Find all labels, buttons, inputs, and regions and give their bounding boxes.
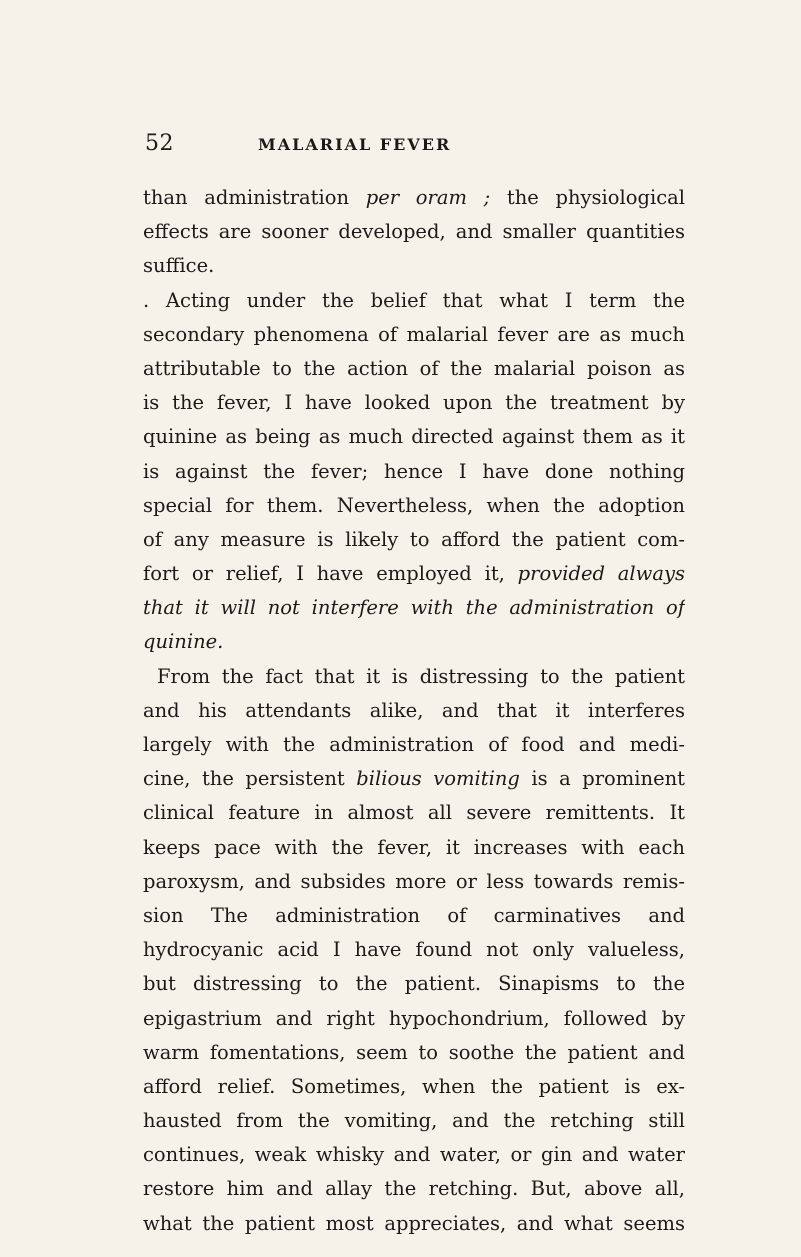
text-line: and his attendants alike, and that it interferes (143, 698, 685, 722)
text-line: cine, the persistent bilious vomiting is a prominent (143, 767, 685, 791)
italic-phrase: per oram ; (365, 186, 491, 209)
text-line: hydrocyanic acid I have found not only valueless, (143, 938, 685, 962)
italic-line: that it will not interfere with the administration of (143, 596, 685, 620)
text-line: paroxysm, and subsides more or less towards remis- (143, 869, 685, 893)
text-line: fort or relief, I have employed it, provided always (143, 562, 685, 586)
text-line: . Acting under the belief that what I term the (143, 288, 685, 312)
text-line: of any measure is likely to afford the patient com- (143, 527, 685, 551)
text-line: special for them. Nevertheless, when the adoption (143, 493, 685, 517)
running-title: MALARIAL FEVER (258, 135, 452, 154)
italic-line: quinine. (143, 630, 224, 654)
text-line: secondary phenomena of malarial fever are as much (143, 322, 685, 346)
text-line: continues, weak whisky and water, or gin and water (143, 1143, 685, 1167)
text-line: epigastrium and right hypochondrium, followed by (143, 1006, 685, 1030)
text-line: is against the fever; hence I have done nothing (143, 459, 685, 483)
text-line: largely with the administration of food and medi- (143, 733, 685, 756)
text-line: quinine as being as much directed against them as it (143, 425, 685, 449)
page-number: 52 (145, 131, 174, 156)
text-line: warm fomentations, seem to soothe the patient and (143, 1040, 685, 1064)
body-text (143, 181, 685, 1241)
text-line: than administration per oram ; the physiological (143, 186, 685, 209)
text-line: suffice. (143, 254, 215, 278)
text-line: keeps pace with the fever, it increases with each (143, 835, 685, 859)
text-line: hausted from the vomiting, and the retching still (143, 1109, 685, 1133)
italic-phrase: provided always (517, 562, 685, 586)
text-line: restore him and allay the retching. But, above all, (143, 1177, 685, 1201)
text-line: effects are sooner developed, and smaller quantities (143, 220, 685, 244)
italic-phrase: bilious vomiting (356, 767, 520, 791)
text-line: sion The administration of carminatives and (143, 903, 685, 927)
paragraph-first-line: From the fact that it is distressing to the patient (157, 664, 685, 688)
text-line: clinical feature in almost all severe remittents. It (143, 801, 685, 825)
text-line: what the patient most appreciates, and what seems (143, 1211, 685, 1235)
text-line: afford relief. Sometimes, when the patient is ex- (143, 1074, 685, 1098)
text-line: but distressing to the patient. Sinapisms to the (143, 972, 685, 996)
text-line: attributable to the action of the malarial poison as (143, 356, 685, 380)
text-line: is the fever, I have looked upon the treatment by (143, 391, 685, 415)
